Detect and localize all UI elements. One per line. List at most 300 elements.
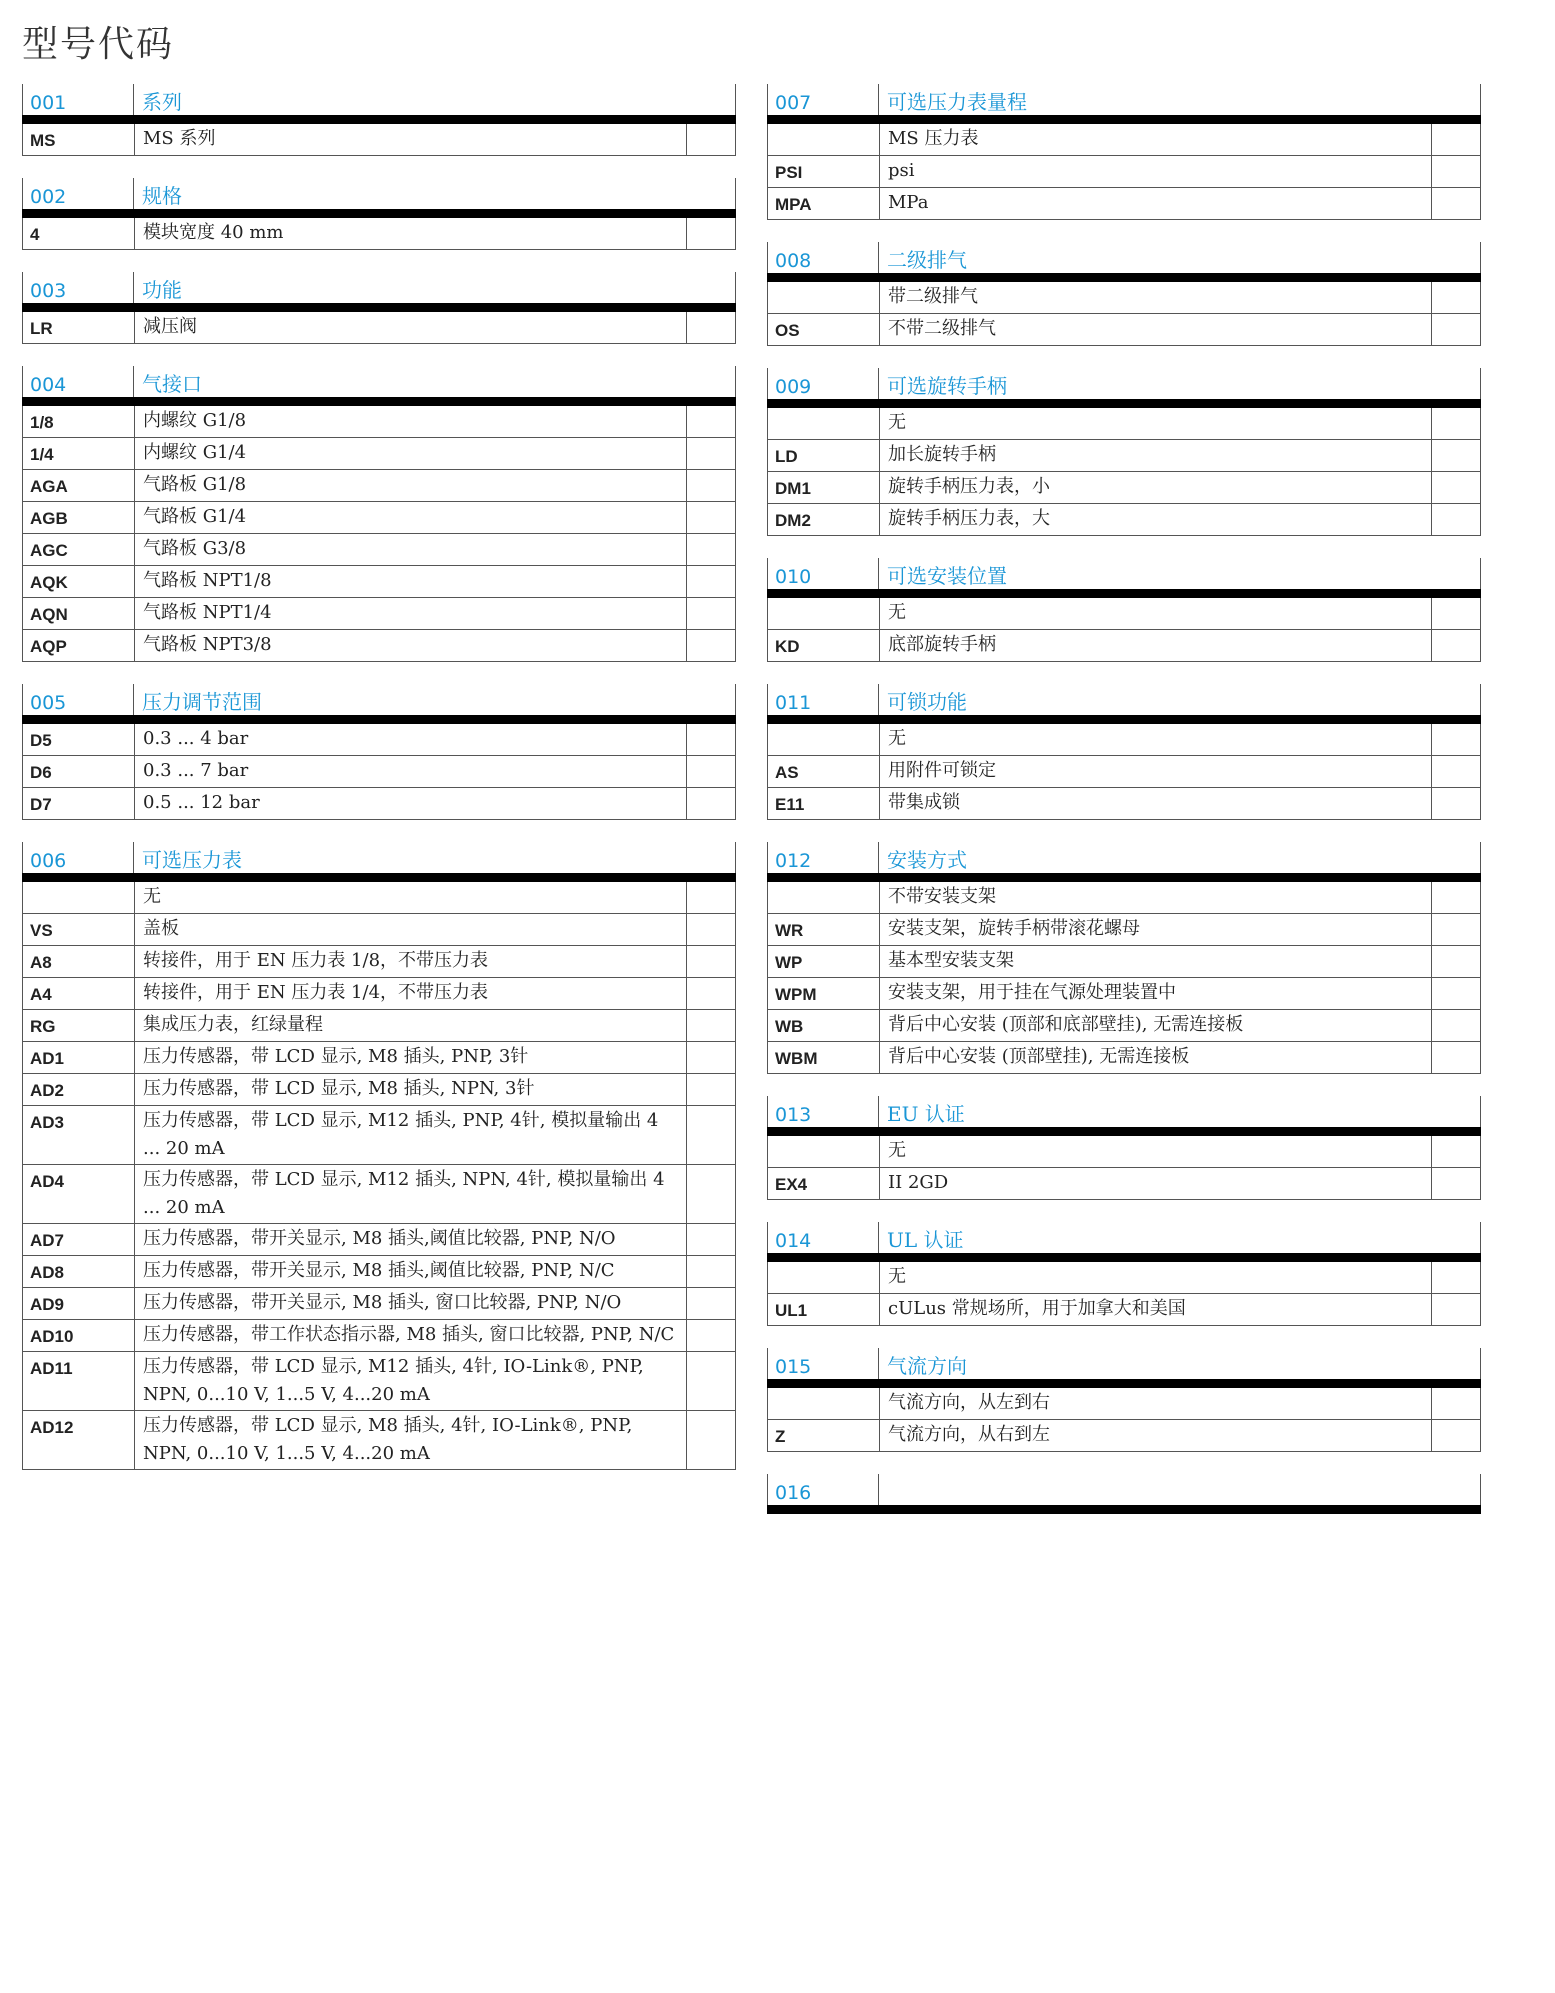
option-row: [23, 630, 735, 662]
option-description: 不带安装支架: [879, 882, 1432, 913]
option-row: [23, 470, 735, 502]
option-code: AD2: [30, 1081, 65, 1100]
option-description: 气路板 NPT1/4: [134, 598, 687, 629]
option-row: [768, 156, 1480, 188]
option-description: 无: [879, 1136, 1432, 1167]
option-rows: [767, 598, 1481, 662]
option-row: [23, 1042, 735, 1074]
option-code: [23, 882, 134, 913]
option-description: 气路板 G1/4: [134, 502, 687, 533]
option-code: AGB: [30, 509, 68, 528]
option-code: [768, 1388, 879, 1419]
option-code: AGC: [30, 541, 68, 560]
option-selection-cell: [687, 882, 735, 913]
option-code: KD: [775, 637, 800, 656]
option-row: [768, 188, 1480, 220]
option-selection-cell: [1432, 724, 1480, 755]
option-row: [23, 1074, 735, 1106]
option-description: 无: [134, 882, 687, 913]
option-code: AQK: [30, 573, 68, 592]
section-title: 气流方向: [878, 1348, 1481, 1379]
option-row: [23, 406, 735, 438]
section-header: [767, 842, 1481, 882]
option-selection-cell: [1432, 1168, 1480, 1199]
option-row: [23, 566, 735, 598]
section-number: 016: [767, 1474, 878, 1505]
option-code: AGA: [30, 477, 68, 496]
option-selection-cell: [1432, 188, 1480, 219]
page-title: 型号代码: [22, 24, 175, 65]
option-row: [23, 914, 735, 946]
option-row: [23, 502, 735, 534]
section-number: 009: [767, 368, 878, 399]
option-description: cULus 常规场所，用于加拿大和美国: [879, 1294, 1432, 1325]
option-description: 转接件，用于 EN 压力表 1/4，不带压力表: [134, 978, 687, 1009]
section-header: [767, 1474, 1481, 1514]
option-section-013: [767, 1096, 1481, 1200]
option-code: [768, 724, 879, 755]
option-description: 压力传感器，带 LCD 显示, M12 插头, NPN, 4针, 模拟量输出 4 ... 20 mA: [134, 1165, 687, 1223]
option-selection-cell: [687, 1042, 735, 1073]
section-header: [22, 84, 736, 124]
option-selection-cell: [1432, 314, 1480, 345]
option-selection-cell: [687, 978, 735, 1009]
section-title: EU 认证: [878, 1096, 1481, 1127]
option-selection-cell: [1432, 946, 1480, 977]
option-code: D7: [30, 795, 52, 814]
option-description: 加长旋转手柄: [879, 440, 1432, 471]
option-section-002: [22, 178, 736, 250]
option-selection-cell: [687, 756, 735, 787]
option-selection-cell: [1432, 1388, 1480, 1419]
option-row: [768, 1294, 1480, 1326]
option-rows: [22, 124, 736, 156]
option-selection-cell: [687, 124, 735, 155]
option-selection-cell: [1432, 472, 1480, 503]
section-title: 可选安装位置: [878, 558, 1481, 589]
option-selection-cell: [687, 470, 735, 501]
option-description: MS 压力表: [879, 124, 1432, 155]
option-row: [768, 440, 1480, 472]
section-header: [767, 1096, 1481, 1136]
option-description: 0.3 ... 4 bar: [134, 724, 687, 755]
option-rows: [22, 218, 736, 250]
option-row: [768, 756, 1480, 788]
option-section-001: [22, 84, 736, 156]
option-code: 1/4: [30, 445, 54, 464]
option-section-005: [22, 684, 736, 820]
option-row: [768, 504, 1480, 536]
option-rows: [22, 312, 736, 344]
section-number: 005: [22, 684, 133, 715]
option-row: [768, 1010, 1480, 1042]
option-selection-cell: [687, 1352, 735, 1410]
section-title: [878, 1474, 1481, 1505]
section-number: 012: [767, 842, 878, 873]
option-selection-cell: [687, 1074, 735, 1105]
option-selection-cell: [1432, 124, 1480, 155]
option-rows: [22, 724, 736, 820]
option-selection-cell: [687, 630, 735, 661]
option-row: [768, 724, 1480, 756]
option-selection-cell: [687, 1106, 735, 1164]
option-selection-cell: [1432, 788, 1480, 819]
option-selection-cell: [1432, 1010, 1480, 1041]
option-selection-cell: [687, 218, 735, 249]
option-section-010: [767, 558, 1481, 662]
option-code: AD7: [30, 1231, 65, 1250]
option-description: 旋转手柄压力表，小: [879, 472, 1432, 503]
option-code: OS: [775, 321, 800, 340]
option-selection-cell: [687, 724, 735, 755]
option-description: 压力传感器，带 LCD 显示, M12 插头, 4针, IO-Link®, PNP, NPN, 0...10 V, 1...5 V, 4...20 mA: [134, 1352, 687, 1410]
option-selection-cell: [1432, 630, 1480, 661]
option-row: [768, 978, 1480, 1010]
section-title: UL 认证: [878, 1222, 1481, 1253]
section-number: 006: [22, 842, 133, 873]
option-row: [768, 124, 1480, 156]
section-title: 二级排气: [878, 242, 1481, 273]
option-description: 旋转手柄压力表，大: [879, 504, 1432, 535]
section-header: [22, 272, 736, 312]
option-code: AD11: [30, 1359, 73, 1378]
option-description: 气路板 NPT3/8: [134, 630, 687, 661]
option-row: [768, 472, 1480, 504]
section-title: 可选压力表: [133, 842, 736, 873]
option-description: 压力传感器，带工作状态指示器, M8 插头, 窗口比较器, PNP, N/C: [134, 1320, 687, 1351]
option-row: [768, 914, 1480, 946]
option-code: RG: [30, 1017, 56, 1036]
option-code: VS: [30, 921, 53, 940]
option-description: 压力传感器，带开关显示, M8 插头, 窗口比较器, PNP, N/O: [134, 1288, 687, 1319]
section-title: 可锁功能: [878, 684, 1481, 715]
option-code: WB: [775, 1017, 804, 1036]
option-description: 安装支架，旋转手柄带滚花螺母: [879, 914, 1432, 945]
section-title: 系列: [133, 84, 736, 115]
option-description: 压力传感器，带 LCD 显示, M8 插头, NPN, 3针: [134, 1074, 687, 1105]
option-code: EX4: [775, 1175, 808, 1194]
option-code: AQN: [30, 605, 68, 624]
option-code: AD1: [30, 1049, 65, 1068]
section-number: 013: [767, 1096, 878, 1127]
option-selection-cell: [687, 1010, 735, 1041]
option-selection-cell: [1432, 914, 1480, 945]
option-row: [768, 1420, 1480, 1452]
option-code: 1/8: [30, 413, 54, 432]
option-code: [768, 124, 879, 155]
option-selection-cell: [687, 1411, 735, 1469]
option-row: [768, 282, 1480, 314]
option-code: Z: [775, 1427, 786, 1446]
option-section-014: [767, 1222, 1481, 1326]
option-selection-cell: [1432, 440, 1480, 471]
option-description: MPa: [879, 188, 1432, 219]
option-code: WBM: [775, 1049, 818, 1068]
option-selection-cell: [1432, 1042, 1480, 1073]
option-row: [768, 1136, 1480, 1168]
option-code: AD3: [30, 1113, 65, 1132]
option-row: [23, 946, 735, 978]
section-number: 002: [22, 178, 133, 209]
section-number: 004: [22, 366, 133, 397]
option-code: AD12: [30, 1418, 74, 1437]
option-description: 内螺纹 G1/8: [134, 406, 687, 437]
option-row: [768, 408, 1480, 440]
option-code: AD4: [30, 1172, 65, 1191]
option-description: 安装支架，用于挂在气源处理装置中: [879, 978, 1432, 1009]
option-row: [23, 534, 735, 566]
option-description: psi: [879, 156, 1432, 187]
option-rows: [767, 724, 1481, 820]
option-code: AS: [775, 763, 799, 782]
option-section-007: [767, 84, 1481, 220]
option-description: 压力传感器，带 LCD 显示, M8 插头, PNP, 3针: [134, 1042, 687, 1073]
option-selection-cell: [1432, 1136, 1480, 1167]
option-code: MS: [30, 131, 56, 150]
option-rows: [767, 124, 1481, 220]
option-code: DM2: [775, 511, 811, 530]
option-description: 集成压力表，红绿量程: [134, 1010, 687, 1041]
option-description: 不带二级排气: [879, 314, 1432, 345]
option-code: A4: [30, 985, 52, 1004]
option-description: 气流方向，从左到右: [879, 1388, 1432, 1419]
section-title: 压力调节范围: [133, 684, 736, 715]
option-row: [23, 1256, 735, 1288]
option-row: [23, 724, 735, 756]
option-selection-cell: [687, 438, 735, 469]
section-title: 气接口: [133, 366, 736, 397]
option-rows: [767, 882, 1481, 1074]
option-row: [23, 756, 735, 788]
option-code: [768, 282, 879, 313]
option-description: 0.3 ... 7 bar: [134, 756, 687, 787]
option-selection-cell: [1432, 978, 1480, 1009]
option-row: [768, 598, 1480, 630]
option-row: [23, 1010, 735, 1042]
option-description: 转接件，用于 EN 压力表 1/8，不带压力表: [134, 946, 687, 977]
option-selection-cell: [687, 534, 735, 565]
option-code: WPM: [775, 985, 817, 1004]
option-row: [23, 1352, 735, 1411]
section-number: 011: [767, 684, 878, 715]
section-header: [767, 84, 1481, 124]
option-description: 背后中心安装 (顶部壁挂), 无需连接板: [879, 1042, 1432, 1073]
option-section-016: [767, 1474, 1481, 1514]
option-selection-cell: [687, 1224, 735, 1255]
option-code: UL1: [775, 1301, 808, 1320]
option-description: 压力传感器，带开关显示, M8 插头,阈值比较器, PNP, N/O: [134, 1224, 687, 1255]
option-description: MS 系列: [134, 124, 687, 155]
option-description: 无: [879, 724, 1432, 755]
option-row: [23, 1106, 735, 1165]
option-description: 压力传感器，带 LCD 显示, M12 插头, PNP, 4针, 模拟量输出 4 ... 20 mA: [134, 1106, 687, 1164]
option-code: PSI: [775, 163, 803, 182]
section-header: [767, 684, 1481, 724]
option-selection-cell: [687, 946, 735, 977]
option-code: [768, 882, 879, 913]
section-title: 规格: [133, 178, 736, 209]
option-description: 模块宽度 40 mm: [134, 218, 687, 249]
option-selection-cell: [687, 914, 735, 945]
option-selection-cell: [1432, 408, 1480, 439]
option-selection-cell: [687, 1165, 735, 1223]
section-header: [767, 242, 1481, 282]
option-row: [23, 978, 735, 1010]
option-selection-cell: [1432, 1294, 1480, 1325]
option-row: [768, 1168, 1480, 1200]
option-code: 4: [30, 225, 40, 244]
option-section-012: [767, 842, 1481, 1074]
option-code: D6: [30, 763, 52, 782]
option-code: AD10: [30, 1327, 74, 1346]
option-row: [768, 946, 1480, 978]
section-number: 008: [767, 242, 878, 273]
option-code: LD: [775, 447, 798, 466]
option-description: 0.5 ... 12 bar: [134, 788, 687, 819]
option-code: [768, 1262, 879, 1293]
option-description: 底部旋转手柄: [879, 630, 1432, 661]
option-code: [768, 408, 879, 439]
option-description: 基本型安装支架: [879, 946, 1432, 977]
section-title: 可选旋转手柄: [878, 368, 1481, 399]
option-row: [23, 1411, 735, 1470]
option-selection-cell: [687, 1288, 735, 1319]
option-row: [768, 630, 1480, 662]
option-description: 带集成锁: [879, 788, 1432, 819]
option-code: AD9: [30, 1295, 65, 1314]
section-header: [22, 178, 736, 218]
option-description: 压力传感器，带 LCD 显示, M8 插头, 4针, IO-Link®, PNP, NPN, 0...10 V, 1...5 V, 4...20 mA: [134, 1411, 687, 1469]
option-description: 无: [879, 408, 1432, 439]
option-code: E11: [775, 795, 805, 814]
option-selection-cell: [1432, 882, 1480, 913]
option-row: [23, 1224, 735, 1256]
option-row: [23, 312, 735, 344]
option-description: 带二级排气: [879, 282, 1432, 313]
option-row: [23, 124, 735, 156]
option-selection-cell: [687, 598, 735, 629]
option-section-003: [22, 272, 736, 344]
option-row: [23, 882, 735, 914]
section-header: [767, 1222, 1481, 1262]
option-rows: [22, 406, 736, 662]
option-section-008: [767, 242, 1481, 346]
option-row: [768, 1042, 1480, 1074]
option-selection-cell: [1432, 282, 1480, 313]
option-rows: [767, 1262, 1481, 1326]
option-description: 减压阀: [134, 312, 687, 343]
option-code: LR: [30, 319, 53, 338]
option-description: 压力传感器，带开关显示, M8 插头,阈值比较器, PNP, N/C: [134, 1256, 687, 1287]
option-description: 内螺纹 G1/4: [134, 438, 687, 469]
option-row: [23, 598, 735, 630]
option-selection-cell: [1432, 598, 1480, 629]
option-code: WP: [775, 953, 803, 972]
option-selection-cell: [687, 1320, 735, 1351]
option-description: 用附件可锁定: [879, 756, 1432, 787]
option-description: 背后中心安装 (顶部和底部壁挂), 无需连接板: [879, 1010, 1432, 1041]
left-column: [22, 84, 736, 1492]
option-section-009: [767, 368, 1481, 536]
option-row: [23, 218, 735, 250]
option-code: D5: [30, 731, 52, 750]
section-number: 007: [767, 84, 878, 115]
option-description: 无: [879, 598, 1432, 629]
section-header: [767, 1348, 1481, 1388]
section-number: 010: [767, 558, 878, 589]
right-column: [767, 84, 1481, 1536]
option-description: 气流方向，从右到左: [879, 1420, 1432, 1451]
option-description: 气路板 G1/8: [134, 470, 687, 501]
section-title: 功能: [133, 272, 736, 303]
option-rows: [22, 882, 736, 1470]
option-selection-cell: [1432, 1420, 1480, 1451]
option-section-015: [767, 1348, 1481, 1452]
option-selection-cell: [687, 566, 735, 597]
option-row: [768, 1262, 1480, 1294]
option-description: 气路板 G3/8: [134, 534, 687, 565]
option-code: A8: [30, 953, 52, 972]
option-row: [768, 1388, 1480, 1420]
section-number: 003: [22, 272, 133, 303]
option-description: II 2GD: [879, 1168, 1432, 1199]
section-header: [22, 842, 736, 882]
option-rows: [767, 282, 1481, 346]
option-row: [23, 788, 735, 820]
option-code: AQP: [30, 637, 67, 656]
option-section-004: [22, 366, 736, 662]
option-section-006: [22, 842, 736, 1470]
option-row: [23, 1288, 735, 1320]
option-selection-cell: [1432, 504, 1480, 535]
option-selection-cell: [687, 788, 735, 819]
option-selection-cell: [1432, 156, 1480, 187]
option-code: [768, 598, 879, 629]
option-row: [23, 1320, 735, 1352]
option-description: 盖板: [134, 914, 687, 945]
option-selection-cell: [687, 1256, 735, 1287]
section-number: 014: [767, 1222, 878, 1253]
option-row: [23, 1165, 735, 1224]
section-header: [767, 558, 1481, 598]
option-rows: [767, 408, 1481, 536]
section-header: [767, 368, 1481, 408]
option-row: [23, 438, 735, 470]
option-description: 无: [879, 1262, 1432, 1293]
section-title: 安装方式: [878, 842, 1481, 873]
option-selection-cell: [687, 312, 735, 343]
option-description: 气路板 NPT1/8: [134, 566, 687, 597]
option-rows: [767, 1388, 1481, 1452]
option-code: AD8: [30, 1263, 65, 1282]
option-selection-cell: [687, 502, 735, 533]
option-row: [768, 882, 1480, 914]
option-selection-cell: [1432, 756, 1480, 787]
option-code: [768, 1136, 879, 1167]
section-number: 015: [767, 1348, 878, 1379]
section-number: 001: [22, 84, 133, 115]
section-header: [22, 684, 736, 724]
option-selection-cell: [687, 406, 735, 437]
option-section-011: [767, 684, 1481, 820]
section-title: 可选压力表量程: [878, 84, 1481, 115]
option-selection-cell: [1432, 1262, 1480, 1293]
option-row: [768, 788, 1480, 820]
option-code: DM1: [775, 479, 811, 498]
section-header: [22, 366, 736, 406]
option-code: WR: [775, 921, 804, 940]
option-code: MPA: [775, 195, 812, 214]
